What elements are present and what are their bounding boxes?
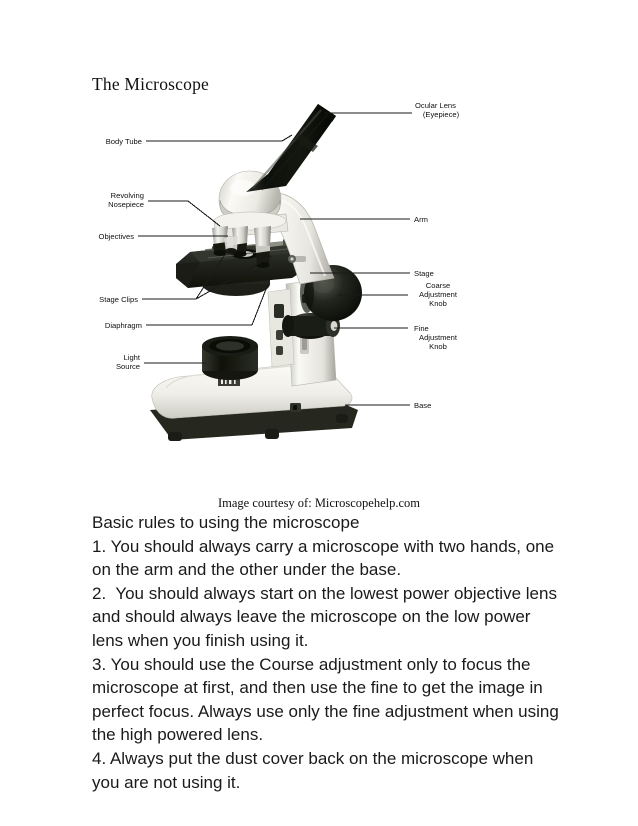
label-objectives: Objectives <box>98 232 134 241</box>
label-revolving-nosepiece-line1: Revolving <box>110 191 144 200</box>
label-fine-knob-line1: Fine <box>414 324 429 333</box>
light-source-part <box>202 336 258 380</box>
label-fine-knob-line3: Knob <box>429 342 447 351</box>
label-ocular-lens-line1: Ocular Lens <box>415 101 456 110</box>
label-coarse-knob-line1: Coarse <box>425 281 451 290</box>
body-rule-3: 3. You should use the Course adjustment only to focus the microscope at first, and then use the fine to get the image in perfect focus. Always use only the fine adjustment when using the high powered lens. <box>92 654 564 745</box>
body-rule-2: 2. You should always start on the lowest power objective lens and should always leave the microscope on the low power lens when you finish using it. <box>92 583 562 650</box>
figure-caption: Image courtesy of: Microscopehelp.com <box>217 496 420 510</box>
page-title: The Microscope <box>92 74 209 94</box>
label-ocular-lens-line2: (Eyepiece) <box>422 110 460 119</box>
label-coarse-knob-line3: Knob <box>429 299 447 308</box>
label-light-source-line1: Light <box>123 353 140 362</box>
label-base: Base <box>414 401 432 410</box>
body-copy <box>92 511 562 794</box>
label-coarse-knob-line2: Adjustment <box>419 290 457 299</box>
microscope-illustration <box>0 88 638 488</box>
label-fine-knob-line2: Adjustment <box>419 333 457 342</box>
body-rule-4: 4. Always put the dust cover back on the microscope when you are not using it. <box>92 748 539 792</box>
label-diaphragm: Diaphragm <box>104 321 142 330</box>
label-arm: Arm <box>414 215 428 224</box>
label-body-tube: Body Tube <box>105 137 142 146</box>
label-stage-clips: Stage Clips <box>99 295 138 304</box>
leader-body-tube-hook <box>282 135 292 141</box>
label-revolving-nosepiece-line2: Nosepiece <box>108 200 144 209</box>
body-heading: Basic rules to using the microscope <box>92 513 360 532</box>
microscope-figure <box>0 88 638 488</box>
body-rule-1: 1. You should always carry a microscope with two hands, one on the arm and the other under the base. <box>92 536 559 580</box>
label-stage: Stage <box>414 269 434 278</box>
label-light-source-line2: Source <box>115 362 140 371</box>
leader-nosepiece-diag <box>188 201 220 226</box>
